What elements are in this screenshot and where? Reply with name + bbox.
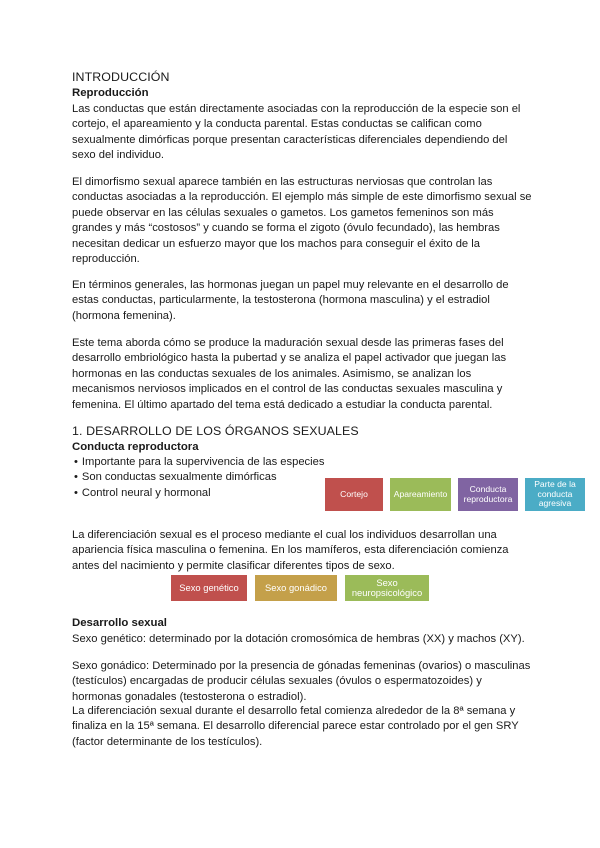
box-conducta-agresiva [525, 478, 585, 511]
box-apareamiento-label: Apareamiento [393, 488, 448, 499]
section-1-subheading: Conducta reproductora [72, 441, 199, 453]
box-sexo-neuropsicologico [345, 575, 429, 601]
bullet-item: • Control neural y hormonal [74, 486, 324, 501]
box-cortejo-label: Cortejo [340, 488, 368, 499]
sexo-genetico-paragraph: Sexo genético: determinado por la dotación cromosómica de hembras (XX) y machos (XY). [72, 633, 525, 645]
intro-paragraph-2: El dimorfismo sexual aparece también en las estructuras nerviosas que controlan las conductas asociadas a la reproducción. El ejemplo más simple de este dimorfismo sexual se puede observar en las células sexuales o gametos. Los gametos femeninos son más grandes y más “costosos” y cuando se forma el zigoto (óvulo fecundado), las hembras necesitan dedicar un esfuerzo mayor que los machos para conseguir el éxito de la reproducción. [72, 176, 532, 266]
box-conducta-reproductora-label: Conducta reproductora [463, 483, 513, 504]
box-conducta-reproductora [458, 478, 518, 511]
intro-paragraph-1: Las conductas que están directamente asociadas con la reproducción de la especie son el cortejo, el apareamiento y la conducta parental. Estas conductas se califican como sexualmente dimórficas porque presentan características diferenciales dependiendo del sexo del individuo. [72, 103, 521, 162]
fetal-development-paragraph: La diferenciación sexual durante el desarrollo fetal comienza alrededor de la 8ª semana y finaliza en la 15ª semana. El desarrollo diferencial parece estar controlado por el gen SRY (factor determinante de los testículos). [72, 705, 519, 748]
box-sexo-gonadico [255, 575, 337, 601]
conducta-bullet-list [74, 455, 324, 501]
box-sexo-genetico-label: Sexo genético [179, 582, 239, 594]
box-sexo-gonadico-label: Sexo gonádico [264, 582, 328, 594]
box-cortejo [325, 478, 383, 511]
intro-paragraph-3: En términos generales, las hormonas juegan un papel muy relevante en el desarrollo de estas conductas, particularmente, la testosterona (hormona masculina) y el estradiol (hormona femenina). [72, 279, 509, 322]
box-sexo-genetico [171, 575, 247, 601]
box-sexo-neuropsicologico-label: Sexo neuropsicológico [351, 577, 423, 598]
bullet-item: • Importante para la supervivencia de las especies [74, 455, 324, 470]
differentiation-paragraph: La diferenciación sexual es el proceso mediante el cual los individuos desarrollan una apariencia física masculina o femenina. En los mamíferos, esta diferenciación comienza antes del nacimiento y permite clasificar diferentes tipos de sexo. [72, 529, 509, 572]
intro-paragraph-4: Este tema aborda cómo se produce la maduración sexual desde las primeras fases del desarrollo embriológico hasta la pubertad y se analiza el papel activador que juegan las hormonas en las conductas sexuales de los animales. Asimismo, se analizan los mecanismos nerviosos implicados en el control de las conductas sexuales masculina y femenina. El último apartado del tema está dedicado a estudiar la conducta parental. [72, 337, 507, 411]
intro-subheading: Reproducción [72, 87, 149, 99]
desarrollo-heading: Desarrollo sexual [72, 617, 167, 629]
section-1-heading: 1. DESARROLLO DE LOS ÓRGANOS SEXUALES [72, 424, 359, 438]
intro-heading: INTRODUCCIÓN [72, 70, 170, 84]
bullet-item: • Son conductas sexualmente dimórficas [74, 470, 324, 485]
box-conducta-agresiva-label: Parte de la conducta agresiva [534, 479, 576, 509]
box-apareamiento [390, 478, 451, 511]
sexo-gonadico-paragraph: Sexo gonádico: Determinado por la presencia de gónadas femeninas (ovarios) o masculinas (testículos) encargadas de producir células sexuales (óvulos o espermatozoides) y hormonas gonadales (testosterona o estradiol). [72, 660, 531, 703]
